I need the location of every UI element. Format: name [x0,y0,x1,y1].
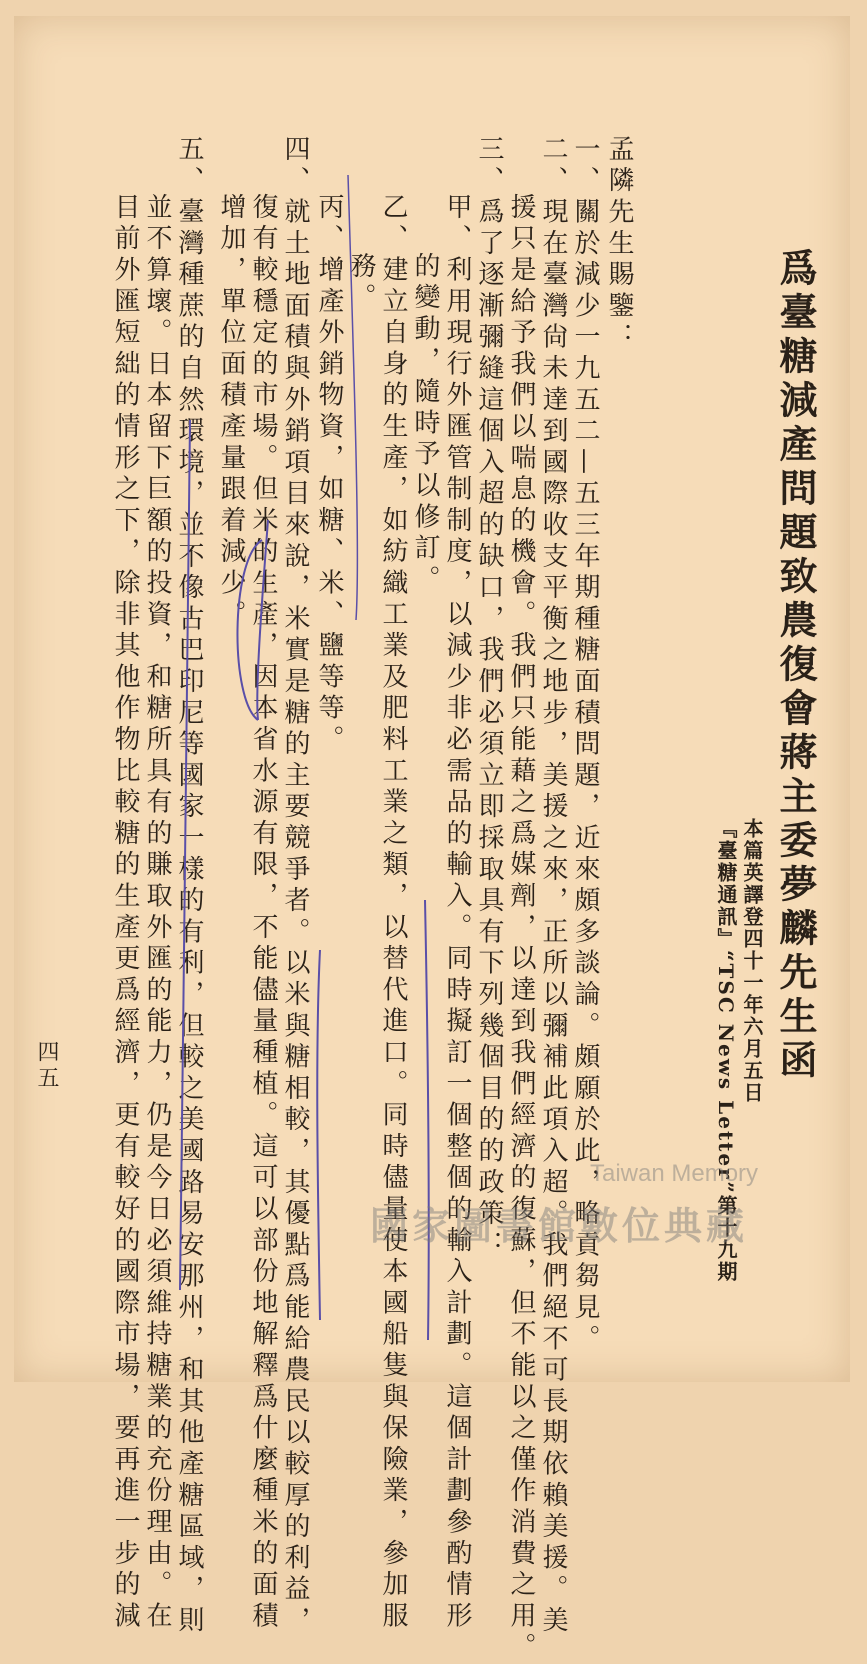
text-line: 務。 [346,252,376,315]
watermark-chinese: 國家圖書館數位典藏 [370,1203,749,1248]
text-line: 甲、利用現行外匯管制制度，以減少非必需品的輸入。同時擬訂一個整個的輸入計劃。這個計劃參酌情形 [442,193,472,1633]
text-line: 目前外匯短絀的情形之下，除非其他作物比較糖的生產更爲經濟，更有較好的國際市場，要再進一步的減 [110,193,140,1633]
text-line: 丙、增產外銷物資，如糖、米、鹽等等。 [314,193,344,757]
text-line: 增加，單位面積產量跟着減少。 [216,193,246,632]
text-line: 的變動，隨時予以修訂。 [410,252,440,597]
text-line: 五、臺灣種蔗的自然環境，並不像古巴印尼等國家一樣的有利，但較之美國路易安那州，和其他產糖區域，則 [174,135,204,1638]
text-line: 三、爲了逐漸彌縫這個入超的缺口，我們必須立即採取具有下列幾個目的的政策： [474,135,504,1262]
publication-note-line2: 『臺糖通訊』“TSC News Letter”第十九期 [714,818,738,1283]
text-line: 二、現在臺灣尙未達到國際收支平衡之地步，美援之來，正所以彌補此項入超。我們絕不可長期依賴美援。美 [538,135,568,1638]
publication-note-line1: 本篇英譯登四十一年六月五日 [740,818,764,1104]
text-line: 援只是給予我們以喘息的機會。我們只能藉之爲媒劑，以達到我們經濟的復蘇，但不能以之僅作消費之用。 [506,193,536,1664]
text-line: 四、就土地面積與外銷項目來說，米實是糖的主要競爭者。以米與糖相較，其優點爲能給農民以較厚的利益， [280,135,310,1638]
text-line: 復有較穩定的市場。但米的生產，因本省水源有限，不能儘量種植。這可以部份地解釋爲什麼種米的面積 [248,193,278,1633]
page-number: 四五 [34,1040,59,1092]
document-title: 爲臺糖減產問題致農復會蔣主委夢麟先生函 [773,248,818,1084]
salutation: 孟隣先生賜鑒： [604,135,634,355]
text-line: 乙、建立自身的生產，如紡織工業及肥料工業之類，以替代進口。同時儘量使本國船隻與保險業，參加服 [378,193,408,1633]
watermark-english: Taiwan Memory [590,1160,759,1187]
text-line: 並不算壞。日本留下巨額的投資，和糖所具有的賺取外匯的能力，仍是今日必須維持糖業的充份理由。在 [142,193,172,1633]
text-line: 一、關於減少一九五二—五三年期種糖面積問題，近來頗多談論。頗願於此，略貢芻見。 [570,135,600,1356]
